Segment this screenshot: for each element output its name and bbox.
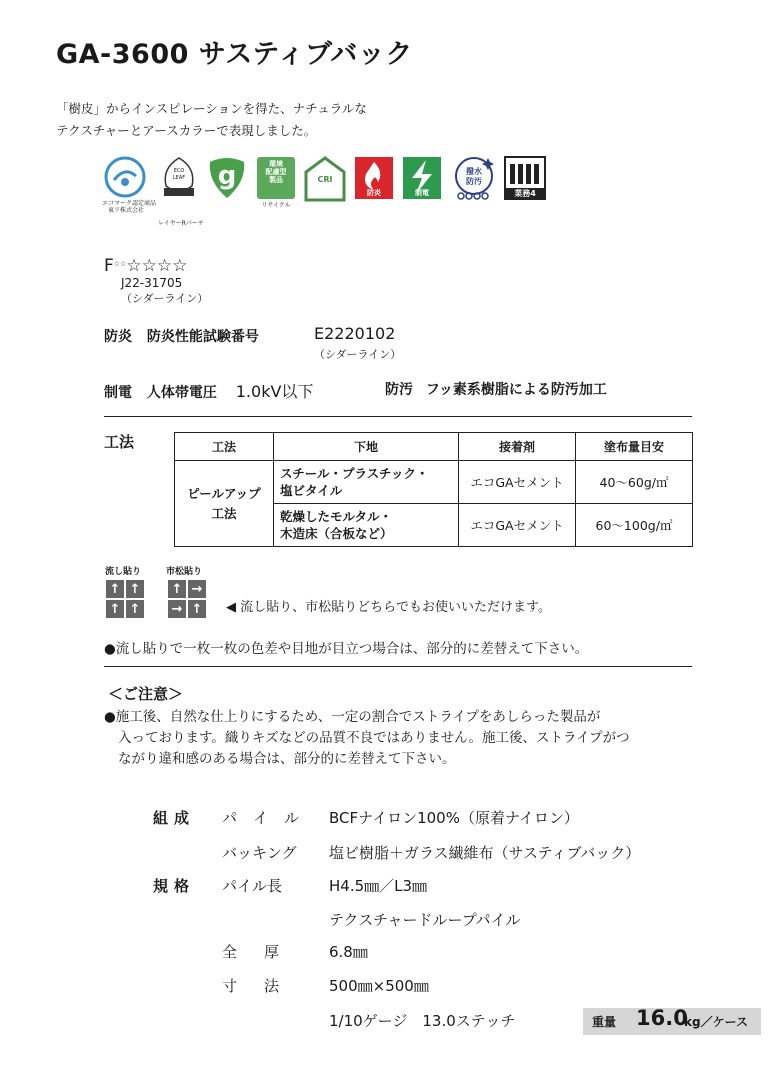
- thickness-value: 6.8㎜: [329, 943, 368, 961]
- arrow-up-icon: ↑: [168, 580, 186, 598]
- pile-value: BCFナイロン100%（原着ナイロン）: [329, 809, 579, 827]
- static-label: 人体帯電圧: [146, 385, 217, 401]
- ecoleaf-caption-3: レイヤーRパーチ: [158, 220, 204, 227]
- backing-key: バッキング: [222, 844, 297, 862]
- base-line-1: 乾燥したモルタル・: [280, 509, 393, 524]
- intro-text: [56, 98, 367, 142]
- stain-spec: [385, 379, 607, 399]
- laying-label-straight: 流し貼り: [105, 567, 142, 577]
- antistatic-icon: [402, 156, 442, 200]
- standard-key: 規格: [153, 877, 196, 895]
- cri-caption: CRI: [317, 175, 333, 184]
- caution-line-1: ●施工後、自然な仕上りにするため、一定の割合でストライプをあしらった製品が: [104, 709, 601, 725]
- adhesive-cell: エコGAセメント: [459, 461, 576, 504]
- ecoleaf-icon: [158, 156, 204, 227]
- method-name-cell: [175, 461, 274, 547]
- ecomark-icon: [102, 156, 157, 214]
- pile-length-value: H4.5㎜／L3㎜: [329, 877, 428, 895]
- pile-key: パイル: [222, 809, 316, 827]
- formaldehyde-stars: ☆☆☆☆: [126, 256, 188, 276]
- caution-heading: ＜ご注意＞: [108, 685, 184, 703]
- table-header-row: [175, 433, 693, 461]
- size-key: 寸 法: [222, 977, 286, 995]
- env-caption-1: 環境: [269, 160, 283, 168]
- header-adhesive: 接着剤: [459, 433, 576, 461]
- ecomark-caption-1: エコマーク認定商品: [102, 200, 157, 207]
- fire-label: 防炎性能試験番号: [146, 329, 259, 345]
- pile-type-value: テクスチャードループパイル: [329, 911, 521, 929]
- static-spec: [104, 379, 313, 402]
- certification-badges: [104, 156, 564, 246]
- arrow-up-icon: ↑: [126, 580, 144, 598]
- method-label: 工法: [104, 433, 135, 451]
- amount-cell: 60〜100g/㎡: [576, 504, 693, 547]
- amount-cell: 40〜60g/㎡: [576, 461, 693, 504]
- weight-label: 重量: [592, 1015, 617, 1029]
- divider: [104, 416, 692, 417]
- size-value: 500㎜×500㎜: [329, 977, 429, 995]
- formaldehyde-sup: ☆☆: [113, 260, 127, 268]
- formaldehyde-rating: [104, 256, 187, 276]
- checker-pattern-diagram: [168, 580, 206, 618]
- static-key: 制電: [104, 385, 132, 401]
- header-method: 工法: [175, 433, 274, 461]
- fire-note: （シダーライン）: [314, 348, 402, 361]
- method-table: [174, 432, 693, 547]
- pile-length-key: パイル長: [222, 877, 283, 895]
- formaldehyde-cert: J22-31705: [121, 276, 183, 290]
- env-caption-4: リサイクル: [261, 202, 291, 209]
- environment-recycle-icon: [256, 156, 296, 209]
- fire-number-wrap: [314, 324, 395, 343]
- formaldehyde-note: （シダーライン）: [121, 292, 209, 305]
- adhesive-cell: エコGAセメント: [459, 504, 576, 547]
- arrow-up-icon: ↑: [106, 580, 124, 598]
- fire-caption: 防炎: [367, 189, 381, 197]
- laying-text: ◀ 流し貼り、市松貼りどちらでもお使いいただけます。: [226, 600, 551, 615]
- caution-line-2: 入っております。織りキズなどの品質不良ではありません。施工後、ストライプがつ: [118, 730, 630, 746]
- duty-caption: 業務4: [514, 189, 536, 198]
- caution-line-3: ながり違和感のある場合は、部分的に差替えて下さい。: [118, 751, 456, 767]
- base-line-1: スチール・プラスチック・: [280, 466, 429, 481]
- thickness-key: 全 厚: [222, 943, 286, 961]
- static-value: 1.0kV以下: [235, 382, 314, 401]
- header-base: 下地: [274, 433, 459, 461]
- arrow-right-icon: →: [188, 580, 206, 598]
- cri-house-icon: [304, 156, 346, 202]
- fire-key: 防炎: [104, 329, 132, 345]
- backing-value: 塩ビ樹脂＋ガラス繊維布（サスティブバック）: [329, 844, 641, 862]
- fire-number: E2220102: [314, 324, 396, 343]
- arrow-up-icon: ↑: [126, 600, 144, 618]
- caution-text: [104, 707, 704, 770]
- base-line-2: 塩ビタイル: [280, 483, 343, 498]
- page-title: GA-3600 サスティブバック: [56, 39, 413, 70]
- straight-pattern-diagram: [106, 580, 144, 618]
- stain-label: フッ素系樹脂による防汚加工: [425, 382, 607, 398]
- table-row: [175, 461, 693, 504]
- water-repellent-icon: [452, 156, 496, 200]
- weight-unit: kg／ケース: [684, 1015, 748, 1029]
- fire-spec: [104, 326, 259, 346]
- arrow-up-icon: ↑: [106, 600, 124, 618]
- static-caption: 制電: [415, 189, 429, 197]
- intro-line-2: テクスチャーとアースカラーで表現しました。: [56, 123, 317, 138]
- repel-caption-1: 撥水: [466, 167, 482, 176]
- green-purchase-icon: [206, 156, 248, 200]
- gauge-value: 1/10ゲージ 13.0ステッチ: [329, 1012, 516, 1030]
- stain-key: 防汚: [385, 382, 413, 398]
- ecomark-caption-2: 東リ株式会社: [107, 207, 144, 214]
- method-name-1: ピールアップ: [187, 485, 261, 501]
- ecoleaf-caption-2: LEAF: [172, 175, 186, 181]
- base-line-2: 木造床（合板など）: [280, 526, 393, 541]
- laying-label-checker: 市松貼り: [166, 567, 203, 577]
- fire-retardant-icon: [354, 156, 394, 200]
- weight-value: 16.0: [636, 1006, 688, 1030]
- intro-line-1: 「樹皮」からインスピレーションを得た、ナチュラルな: [56, 101, 367, 116]
- env-caption-3: 製品: [269, 176, 283, 184]
- arrow-up-icon: ↑: [188, 600, 206, 618]
- arrow-right-icon: →: [168, 600, 186, 618]
- divider: [104, 666, 692, 667]
- method-name-2: 工法: [211, 505, 237, 521]
- header-amount: 塗布量目安: [576, 433, 693, 461]
- composition-key: 組成: [153, 809, 196, 827]
- base-cell: [274, 504, 459, 547]
- env-caption-2: 配慮型: [265, 168, 287, 176]
- formaldehyde-mark: F: [104, 256, 114, 276]
- green-letter: g: [217, 161, 237, 191]
- base-cell: [274, 461, 459, 504]
- ecoleaf-caption-1: ECO: [173, 168, 185, 174]
- laying-bullet: ●流し貼りで一枚一枚の色差や目地が目立つ場合は、部分的に差替えて下さい。: [104, 641, 589, 657]
- commercial-use-icon: [504, 156, 546, 200]
- repel-caption-2: 防汚: [466, 177, 482, 186]
